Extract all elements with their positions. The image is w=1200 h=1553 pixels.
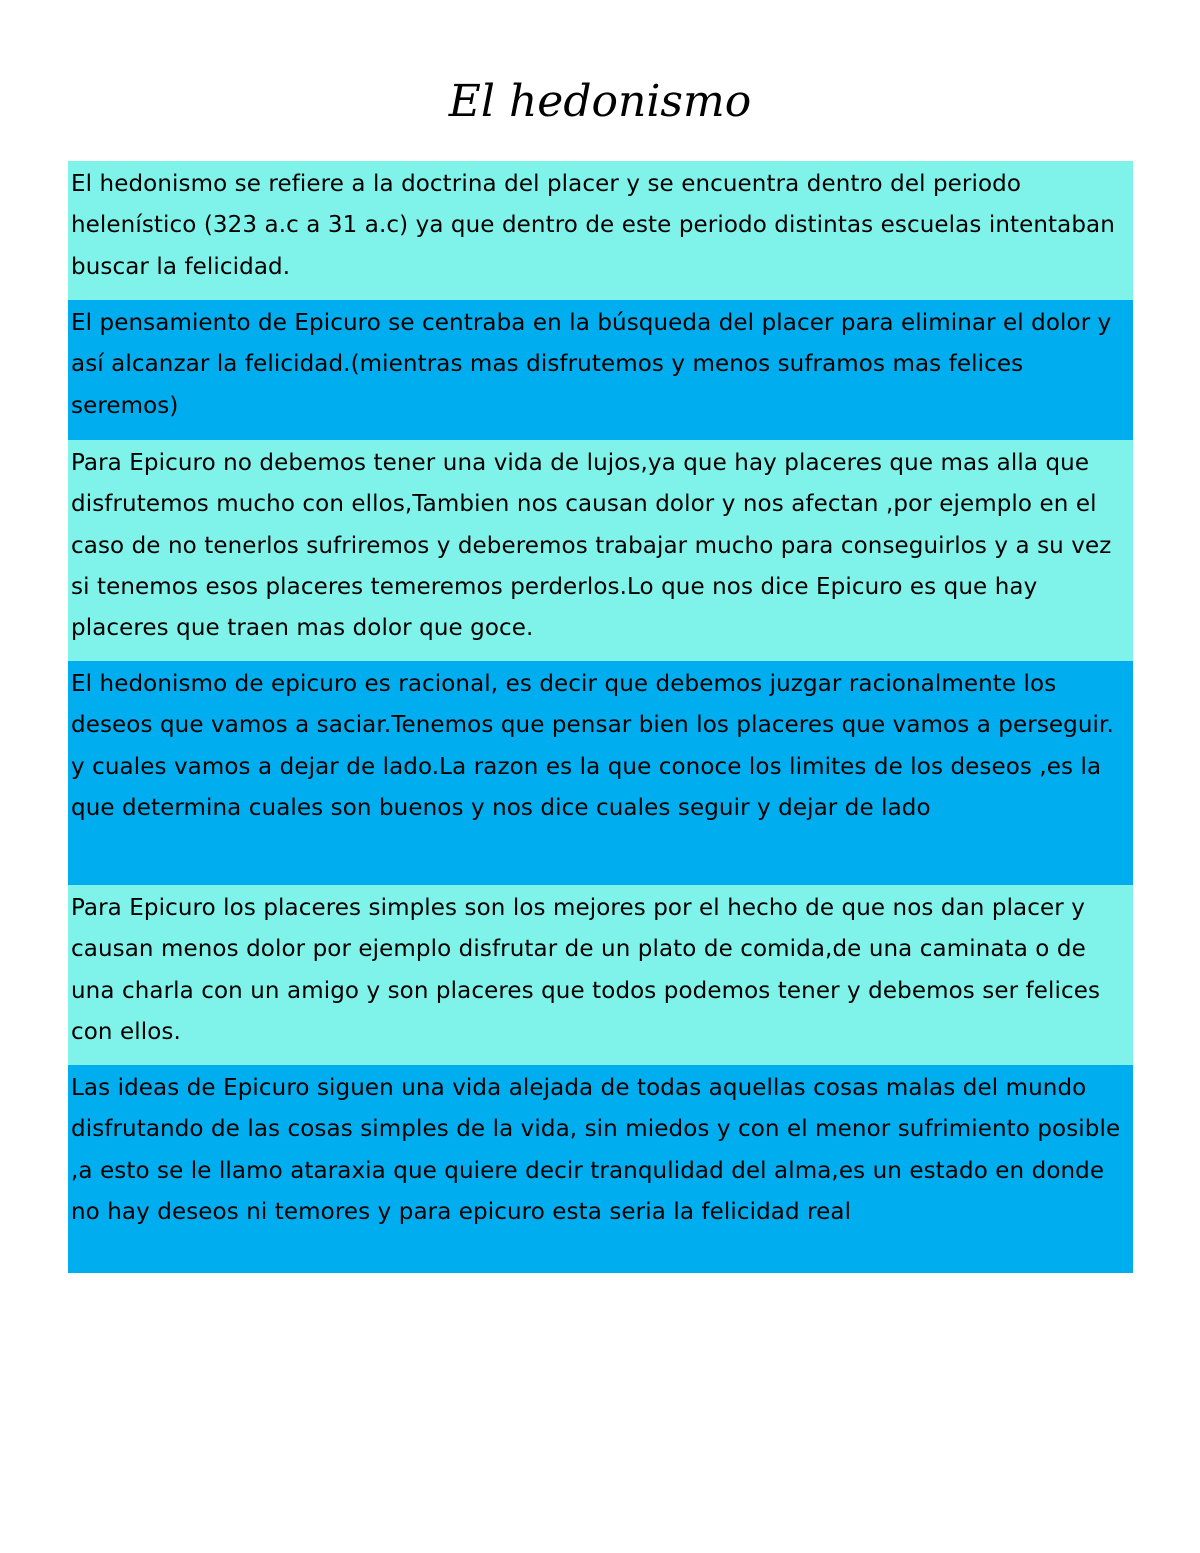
paragraph-block-3 xyxy=(68,440,1133,661)
paragraph-text: Las ideas de Epicuro siguen una vida alejada de todas aquellas cosas malas del mundo disfrutando de las cosas simples de la vida, sin miedos y con el menor sufrimiento posible ,a esto se le llamo ataraxia que quiere decir tranqulidad del alma,es un estado en donde no hay deseos ni temores y para epicuro esta seria la felicidad real xyxy=(71,1075,1121,1225)
paragraph-text: Para Epicuro los placeres simples son los mejores por el hecho de que nos dan placer y causan menos dolor por ejemplo disfrutar de un plato de comida,de una caminata o de una charla con un amigo y son placeres que todos podemos tener y debemos ser felices con ellos. xyxy=(71,895,1101,1045)
paragraph-text: El pensamiento de Epicuro se centraba en la búsqueda del placer para eliminar el dolor y así alcanzar la felicidad.(mientras mas disfrutemos y menos suframos mas felices seremos) xyxy=(71,310,1112,419)
paragraph-text: El hedonismo de epicuro es racional, es decir que debemos juzgar racionalmente los deseos que vamos a saciar.Tenemos que pensar bien los placeres que vamos a perseguir. y cuales vamos a dejar de lado.La razon es la que conoce los limites de los deseos ,es la que determina cuales son buenos y nos dice cuales seguir y dejar de lado xyxy=(71,671,1114,821)
paragraph-blocks xyxy=(68,161,1133,1273)
paragraph-block-1 xyxy=(68,161,1133,300)
paragraph-text: Para Epicuro no debemos tener una vida de lujos,ya que hay placeres que mas alla que disfrutemos mucho con ellos,Tambien nos causan dolor y nos afectan ,por ejemplo en el caso de no tenerlos sufriremos y deberemos trabajar mucho para conseguirlos y a su vez si tenemos esos placeres temeremos perderlos.Lo que nos dice Epicuro es que hay placeres que traen mas dolor que goce. xyxy=(71,450,1112,642)
paragraph-block-4 xyxy=(68,661,1133,885)
paragraph-text: El hedonismo se refiere a la doctrina del placer y se encuentra dentro del periodo helenístico (323 a.c a 31 a.c) ya que dentro de este periodo distintas escuelas intentaban buscar la felicidad. xyxy=(71,171,1115,280)
paragraph-block-6 xyxy=(68,1065,1133,1273)
page-title: El hedonismo xyxy=(448,76,752,127)
paragraph-block-5 xyxy=(68,885,1133,1065)
paragraph-block-2 xyxy=(68,300,1133,440)
